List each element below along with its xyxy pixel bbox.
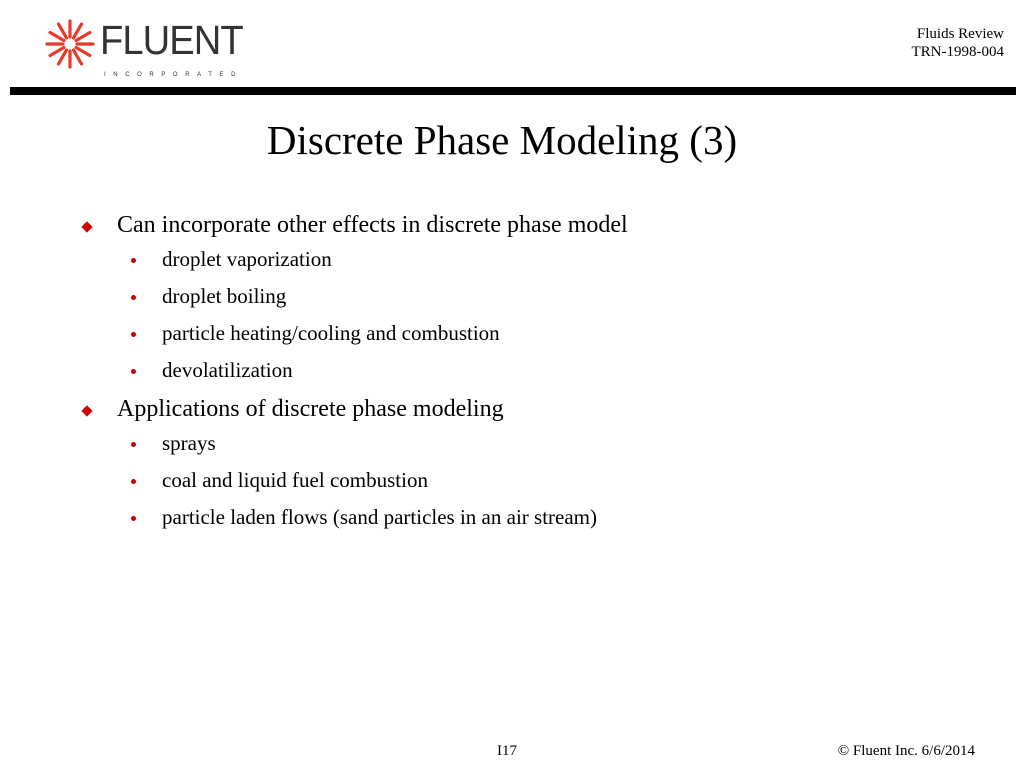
sub-bullet-item	[80, 357, 980, 384]
round-bullet-icon	[131, 369, 136, 374]
bullet-item	[80, 394, 980, 424]
round-bullet-icon	[131, 442, 136, 447]
bullet-text: Can incorporate other effects in discrete phase model	[117, 212, 628, 238]
round-bullet-icon	[131, 479, 136, 484]
sub-bullet-item	[80, 320, 980, 347]
sub-bullet-text: coal and liquid fuel combustion	[162, 468, 428, 492]
sub-bullet-text: sprays	[162, 431, 216, 455]
sub-bullet-item	[80, 467, 980, 494]
document-info	[912, 25, 1005, 61]
round-bullet-icon	[131, 258, 136, 263]
starburst-logo-icon	[44, 18, 96, 70]
page-number: I17	[497, 743, 517, 759]
slide-title: Discrete Phase Modeling (3)	[266, 117, 738, 163]
sub-bullet-text: devolatilization	[162, 358, 293, 382]
diamond-bullet-icon	[81, 405, 92, 416]
sub-bullet-text: particle laden flows (sand particles in an air stream)	[162, 505, 597, 529]
sub-bullet-item	[80, 283, 980, 310]
sub-bullet-item	[80, 246, 980, 273]
bullet-item	[80, 210, 980, 240]
sub-bullet-item	[80, 504, 980, 531]
bullet-text: Applications of discrete phase modeling	[117, 396, 504, 422]
sub-bullet-item	[80, 430, 980, 457]
sub-bullet-text: droplet boiling	[162, 284, 287, 308]
copyright-notice: © Fluent Inc. 6/6/2014	[837, 743, 975, 759]
logo-wordmark: FLUENT	[100, 17, 243, 63]
fluent-logo	[44, 17, 244, 78]
header-rule	[10, 87, 1016, 95]
round-bullet-icon	[131, 332, 136, 337]
logo-subtext: INCORPORATED	[104, 72, 244, 78]
bullet-group	[80, 394, 980, 531]
document-number: TRN-1998-004	[911, 44, 1004, 60]
document-name: Fluids Review	[916, 26, 1004, 42]
diamond-bullet-icon	[81, 221, 92, 232]
sub-bullet-text: particle heating/cooling and combustion	[162, 321, 500, 345]
round-bullet-icon	[131, 516, 136, 521]
bullet-list	[80, 210, 980, 541]
round-bullet-icon	[131, 295, 136, 300]
bullet-group	[80, 210, 980, 384]
sub-bullet-text: droplet vaporization	[162, 247, 332, 271]
